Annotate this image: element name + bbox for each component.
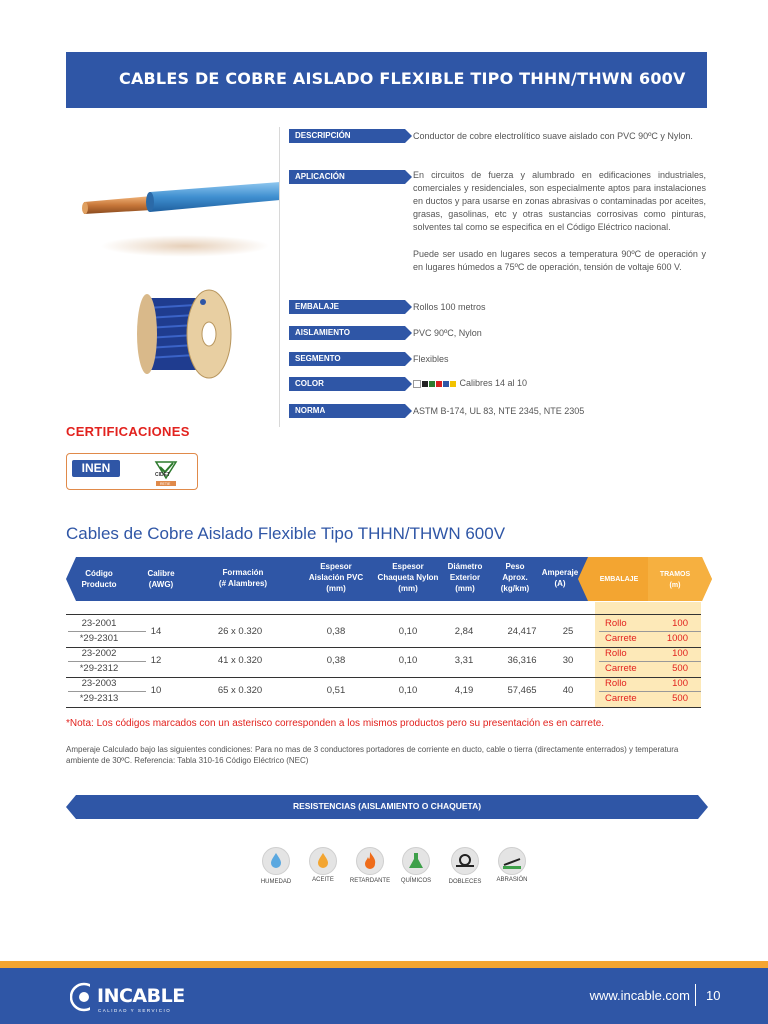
th-peso-3: (kg/km) xyxy=(500,584,530,593)
th-espesor-nylon-1: Espesor xyxy=(392,562,424,571)
cell-peso: 57,465 xyxy=(507,685,537,696)
spec-text-embalaje: Rollos 100 metros xyxy=(413,302,486,312)
spec-text-segmento: Flexibles xyxy=(413,354,449,364)
cell-diametro: 3,31 xyxy=(454,655,474,666)
cell-formacion: 26 x 0.320 xyxy=(217,626,263,637)
th-espesor-pvc-2: Aislación PVC xyxy=(308,573,364,582)
cell-code-alt: *29-2313 xyxy=(79,693,119,704)
cell-code: 23-2002 xyxy=(81,648,117,659)
th-calibre-1: Calibre xyxy=(147,569,175,578)
spec-label-aislamiento: AISLAMIENTO xyxy=(289,326,405,340)
cell-pack-type: Carrete xyxy=(605,663,637,674)
spec-label-norma: NORMA xyxy=(289,404,405,418)
th-espesor-nylon-2: Chaqueta Nylon xyxy=(377,573,439,582)
resistance-label: QUÍMICOS xyxy=(400,878,432,884)
th-tramos-1: TRAMOS xyxy=(659,571,691,578)
resistance-label: RETARDANTE xyxy=(349,878,391,884)
cell-pvc: 0,38 xyxy=(326,626,346,637)
table-header xyxy=(66,557,712,601)
cell-pack-length: 500 xyxy=(672,693,688,704)
th-diametro-1: Diámetro xyxy=(447,562,483,571)
cable-reel-image xyxy=(133,288,233,380)
spec-divider xyxy=(279,127,280,427)
cell-nylon: 0,10 xyxy=(398,626,418,637)
spec-label-descripcion: DESCRIPCIÓN xyxy=(289,129,405,143)
resistance-label: DOBLECES xyxy=(448,879,482,885)
th-espesor-nylon-3: (mm) xyxy=(398,584,418,593)
cell-pack-type: Carrete xyxy=(605,633,637,644)
th-diametro xyxy=(442,561,488,594)
th-amperaje-1: Amperaje xyxy=(541,568,579,577)
th-tramos xyxy=(650,569,700,591)
pack-divider xyxy=(599,691,701,692)
certifications-box xyxy=(66,453,198,490)
page-title: CABLES DE COBRE AISLADO FLEXIBLE TIPO THHN/THWN 600V xyxy=(119,69,686,88)
th-codigo-2: Producto xyxy=(81,580,117,589)
pack-divider xyxy=(599,661,701,662)
cell-code-alt: *29-2301 xyxy=(79,633,119,644)
code-divider xyxy=(68,661,146,662)
pack-divider xyxy=(599,631,701,632)
cell-pack-length: 500 xyxy=(672,663,688,674)
code-divider xyxy=(68,691,146,692)
cell-amperaje: 25 xyxy=(562,626,574,637)
certifications-title: CERTIFICACIONES xyxy=(66,424,190,439)
th-amperaje xyxy=(536,567,584,589)
spec-text-descripcion: Conductor de cobre electrolítico suave aislado con PVC 90ºC y Nylon. xyxy=(413,131,693,141)
resistances-title: RESISTENCIAS (AISLAMIENTO O CHAQUETA) xyxy=(292,801,482,811)
color-swatch xyxy=(450,381,456,387)
th-embalaje: EMBALAJE xyxy=(599,576,639,583)
website-link[interactable]: www.incable.com xyxy=(589,988,690,1003)
cell-diametro: 2,84 xyxy=(454,626,474,637)
footer-accent-bar xyxy=(0,961,768,968)
spec-label-color: COLOR xyxy=(289,377,405,391)
th-codigo xyxy=(74,568,124,590)
inen-logo: INEN xyxy=(72,460,120,477)
color-swatch xyxy=(413,380,421,388)
resistance-label: ABRASIÓN xyxy=(496,877,528,883)
flask-icon xyxy=(402,847,430,875)
cell-pack-length: 100 xyxy=(672,618,688,629)
spec-color-row xyxy=(413,377,706,390)
asterisk-note: *Nota: Los códigos marcados con un asterisco corresponden a los mismos productos pero su presentación es en carrete. xyxy=(66,718,605,729)
cable-shadow xyxy=(100,235,270,257)
th-formacion xyxy=(202,567,284,589)
th-espesor-pvc-1: Espesor xyxy=(320,562,352,571)
color-swatches xyxy=(413,378,457,388)
spec-text-aplicacion: En circuitos de fuerza y alumbrado en edificaciones industriales, comerciales y residenciales, son especialmente aptos para instalaciones en ductos y para usarse en zonas abrasivas o contaminadas por aceites, grasas, gasolinas, etc y otras sustancias corrosivas como pinturas, solventes tal como se especifica en el Código Eléctrico nacional. xyxy=(413,170,706,232)
cidet-sub: RETIE xyxy=(160,482,171,486)
cell-pack-type: Rollo xyxy=(605,678,627,689)
th-diametro-3: (mm) xyxy=(455,584,475,593)
cell-amperaje: 40 xyxy=(562,685,574,696)
flame-icon xyxy=(356,847,384,875)
cell-pvc: 0,38 xyxy=(326,655,346,666)
cell-nylon: 0,10 xyxy=(398,685,418,696)
cell-pack-length: 100 xyxy=(672,648,688,659)
spec-text-norma: ASTM B-174, UL 83, NTE 2345, NTE 2305 xyxy=(413,406,585,416)
water-drop-icon xyxy=(262,847,290,875)
cell-pack-type: Rollo xyxy=(605,618,627,629)
spec-text-aplicacion-2: Puede ser usado en lugares secos a temperatura 90ºC de operación y en lugares húmedos a 75ºC de operación, tensión de voltaje 600 V. xyxy=(413,249,706,272)
incable-logo-icon xyxy=(70,980,100,1014)
row-divider xyxy=(66,707,701,708)
cell-pack-length: 1000 xyxy=(666,633,688,644)
spec-label-aplicacion: APLICACIÓN xyxy=(289,170,405,184)
th-calibre-2: (AWG) xyxy=(148,580,174,589)
footer-separator xyxy=(695,984,696,1006)
spec-label-embalaje: EMBALAJE xyxy=(289,300,405,314)
amperage-note: Amperaje Calculado bajo las siguientes condiciones: Para no mas de 3 conductores portadores de corriente en ducto, cable o tierra (directamente enterrados) y temperatura ambiente de 30ºC. Referencia: Tabla 310-16 Código Eléctrico (NEC) xyxy=(66,745,679,765)
th-espesor-pvc-3: (mm) xyxy=(326,584,346,593)
cell-nylon: 0,10 xyxy=(398,655,418,666)
resistance-icons xyxy=(0,845,768,895)
resistance-label: HUMEDAD xyxy=(260,879,292,885)
th-tramos-2: (m) xyxy=(669,582,681,589)
th-peso xyxy=(493,561,537,594)
cell-pack-type: Rollo xyxy=(605,648,627,659)
cell-formacion: 65 x 0.320 xyxy=(217,685,263,696)
color-swatch xyxy=(422,381,428,387)
th-amperaje-2: (A) xyxy=(554,579,566,588)
cell-calibre: 14 xyxy=(150,626,162,637)
color-swatch xyxy=(436,381,442,387)
incable-logo-tagline: CALIDAD Y SERVICIO xyxy=(98,1008,172,1013)
cell-pvc: 0,51 xyxy=(326,685,346,696)
cell-diametro: 4,19 xyxy=(454,685,474,696)
incable-logo-text: INCABLE xyxy=(97,985,185,1007)
oil-drop-icon xyxy=(309,847,337,875)
spec-label-segmento: SEGMENTO xyxy=(289,352,405,366)
cell-amperaje: 30 xyxy=(562,655,574,666)
th-calibre xyxy=(138,568,184,590)
th-peso-1: Peso xyxy=(505,562,525,571)
th-formacion-1: Formación xyxy=(222,568,264,577)
cidet-label: CIDET xyxy=(155,472,170,478)
table-title: Cables de Cobre Aislado Flexible Tipo THHN/THWN 600V xyxy=(66,524,506,543)
cell-calibre: 10 xyxy=(150,685,162,696)
page-number: 10 xyxy=(706,988,721,1003)
cell-pack-type: Carrete xyxy=(605,693,637,704)
cell-pack-length: 100 xyxy=(672,678,688,689)
th-formacion-2: (# Alambres) xyxy=(218,579,268,588)
resistance-label: ACEITE xyxy=(312,877,334,883)
spec-text-aislamiento: PVC 90ºC, Nylon xyxy=(413,328,482,338)
cell-formacion: 41 x 0.320 xyxy=(217,655,263,666)
cell-code: 23-2003 xyxy=(81,678,117,689)
cell-calibre: 12 xyxy=(150,655,162,666)
color-swatch xyxy=(429,381,435,387)
th-espesor-nylon xyxy=(371,561,445,594)
th-codigo-1: Código xyxy=(85,569,113,578)
cell-code: 23-2001 xyxy=(81,618,117,629)
resistances-banner xyxy=(66,795,708,819)
th-diametro-2: Exterior xyxy=(449,573,481,582)
table-body xyxy=(66,615,712,707)
bend-icon xyxy=(451,847,479,875)
spec-text-color: Calibres 14 al 10 xyxy=(459,378,528,388)
cable-image xyxy=(82,180,282,216)
color-swatch xyxy=(443,381,449,387)
title-banner xyxy=(66,52,707,108)
th-peso-2: Aprox. xyxy=(502,573,528,582)
code-divider xyxy=(68,631,146,632)
abrasion-icon xyxy=(498,847,526,875)
th-espesor-pvc xyxy=(300,561,372,594)
cell-code-alt: *29-2312 xyxy=(79,663,119,674)
cell-peso: 36,316 xyxy=(507,655,537,666)
cell-peso: 24,417 xyxy=(507,626,537,637)
